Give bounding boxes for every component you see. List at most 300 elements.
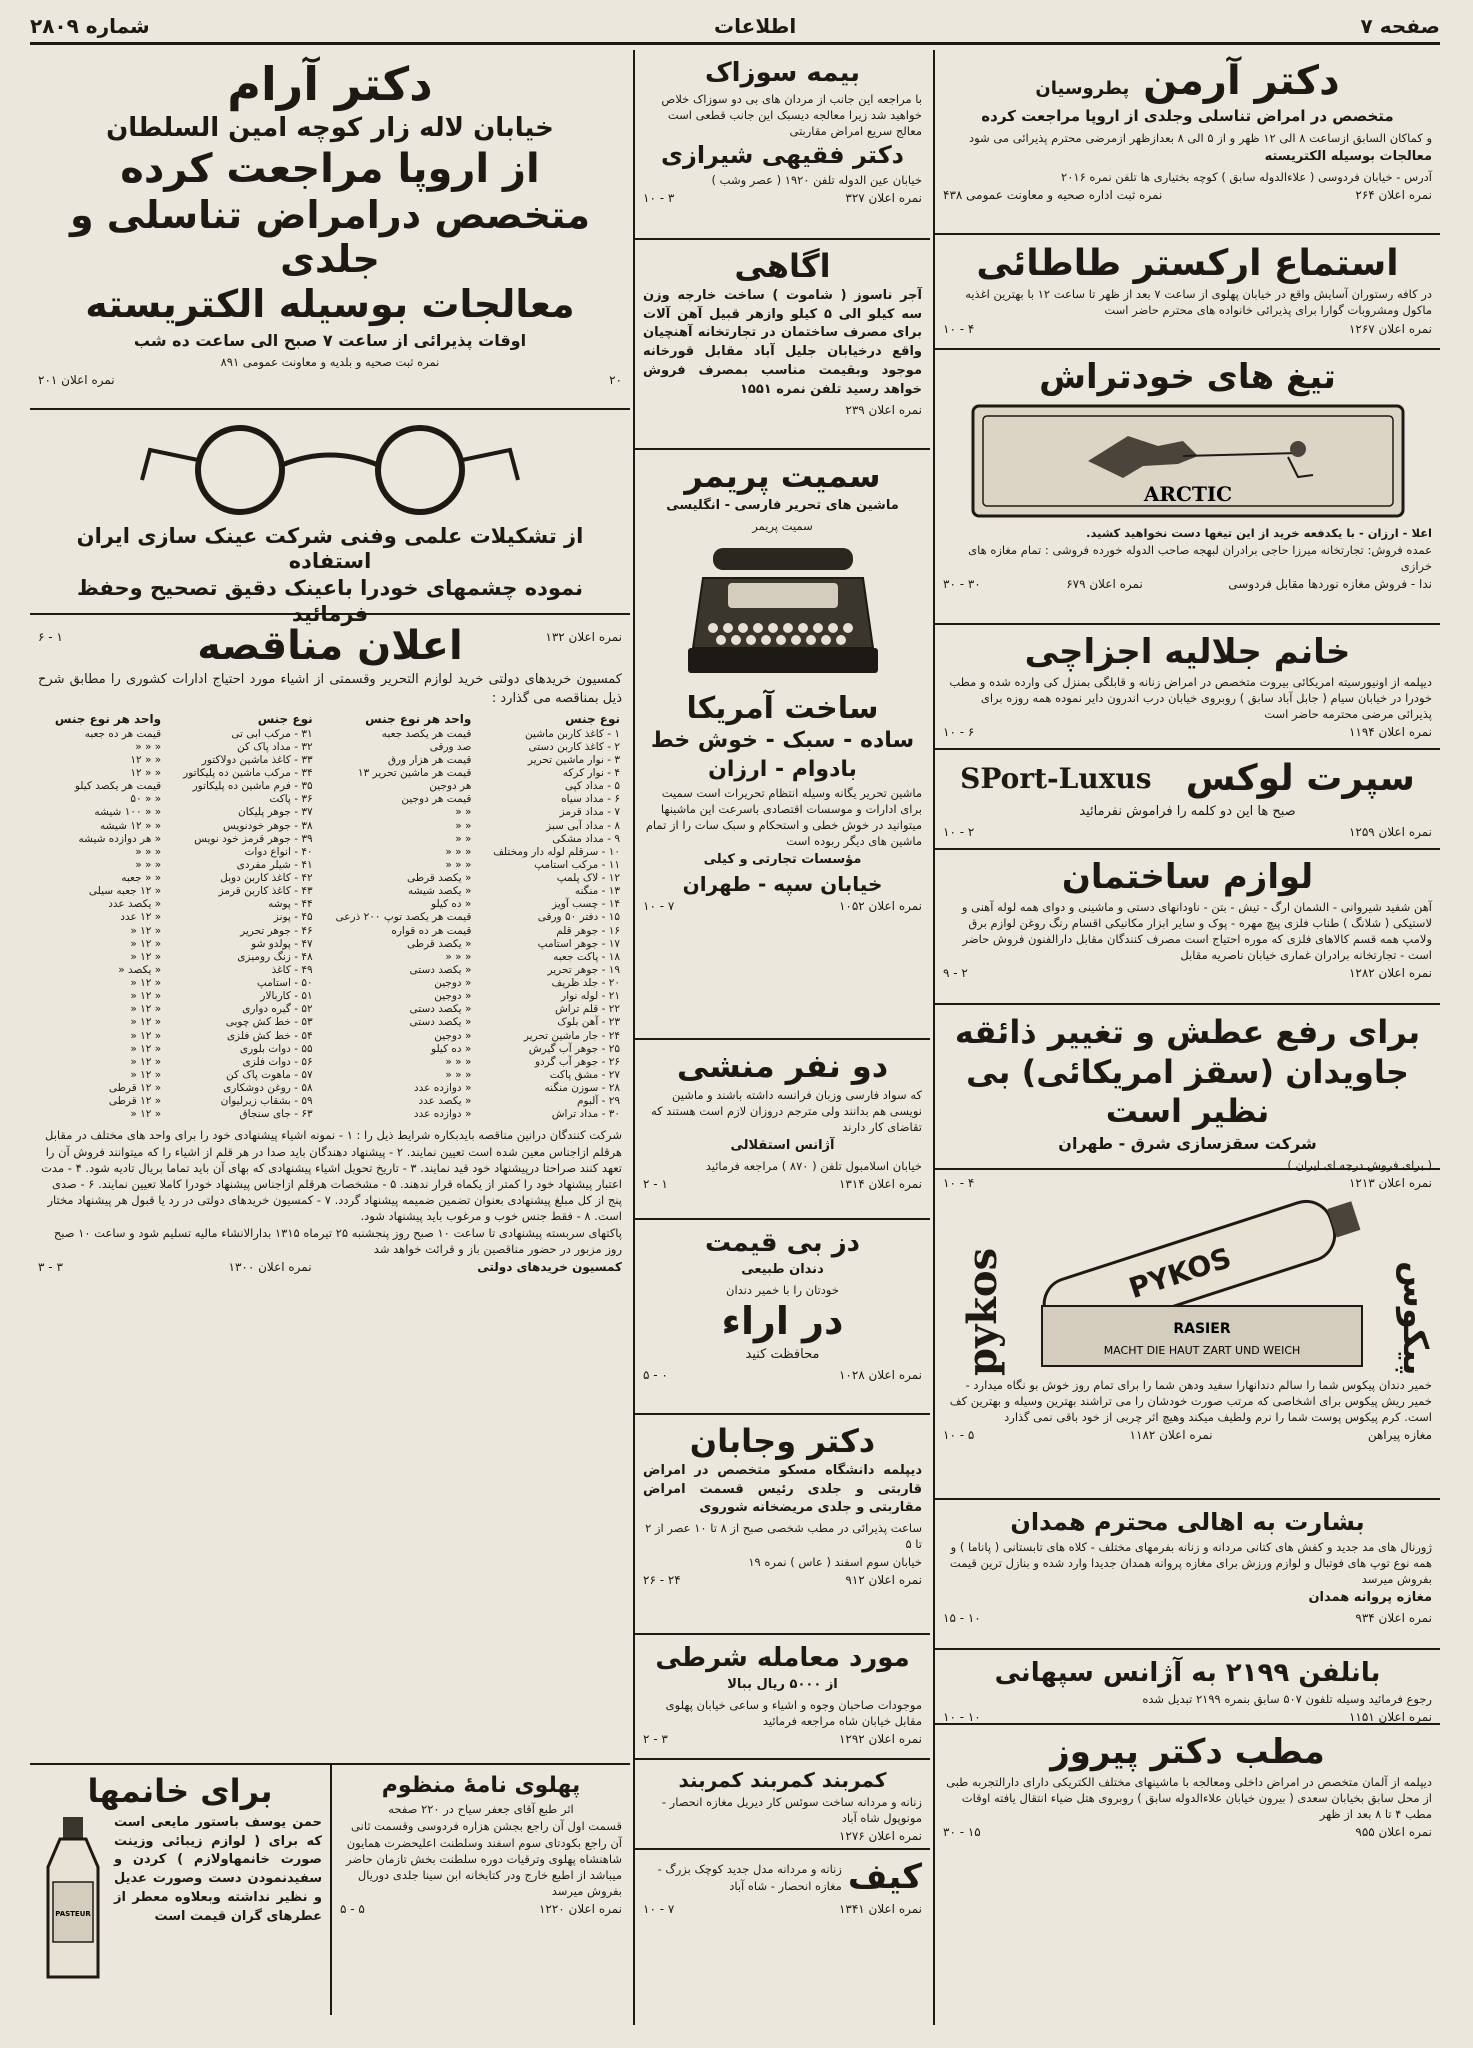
ad-slogan: ساده - سبک - خوش خط: [650, 728, 915, 754]
table-cell: ۲۲ - قلم تراش: [554, 1003, 620, 1016]
table-cell: « دوازده عدد: [413, 1108, 472, 1121]
table-cell: ۵۵ - دوات بلوری: [239, 1042, 313, 1055]
ad-serial: ۳ - ۱۰: [643, 191, 675, 206]
table-cell: ۳ - نوار ماشین تحریر: [527, 753, 620, 766]
table-row: [38, 846, 622, 859]
table-cell: « یکصد عدد: [108, 898, 162, 911]
ad-body: در کافه رستوران آسایش واقع در خیابان پهلوی از ساعت ۷ بعد از ظهر تا ساعت ۱۲ با بهترین اغذیه ماکول ومشروبات گوارا برای پذیرائی خانواده های محترم حاضر است: [965, 287, 1432, 318]
ad-title: تیغ های خودتراش: [1039, 357, 1336, 397]
eyeglasses-illustration: [140, 420, 520, 520]
ad-title: خانم جلالیه اجزاچی: [1024, 632, 1351, 672]
ad-khanum-ajazi: [935, 625, 1440, 750]
table-cell: ۱۰ - سرقلم لوله دار ومختلف: [493, 845, 620, 858]
newspaper-name: اطلاعات: [714, 14, 797, 38]
table-cell: ۲ - کاغذ کاربن دستی: [528, 740, 620, 753]
ad-number: نمره اعلان ۹۳۴: [1355, 1610, 1432, 1625]
table-cell: « « «: [445, 858, 472, 871]
table-cell: ۳۵ - فرم ماشین ده پلیکاتور: [192, 780, 313, 793]
table-cell: ۴۹ - کاغذ: [271, 963, 313, 976]
table-row: [38, 872, 622, 885]
table-cell: ۹ - مداد مشکی: [552, 832, 620, 845]
ad-line: ( برای فروش درجه ای ایران ): [1287, 1158, 1432, 1173]
table-cell: « دوجین: [434, 1029, 472, 1042]
ad-line: خیابان لاله زار کوچه امین السلطان: [106, 112, 554, 143]
ad-body: آهن شفید شیروانی - الشمان ارگ - تیش - بتن - ناودانهای دستی و ماشینی و دوای همه لوله آهنی و لاستیکی ( شلانگ ) طناب فلزی پیچ مهره - پوک و سایر ابزار مکانیکی اقسام رنگ روغن لوازم برق ولامپ همه قسم کالاهای فلزی که موره احتیاج است مصرف کنندگان مقابل دارالفنون فروش حاضر است - تجارتخانه برادران غماری خیابان ناصریه مقابل: [961, 900, 1432, 963]
ad-serial: ۲۴ - ۲۶: [643, 1572, 681, 1587]
ad-javidan-gum: [935, 1005, 1440, 1191]
table-cell: ۲۰ - جلد ظریف: [551, 977, 620, 990]
table-row: [38, 1108, 622, 1121]
table-cell: ۲۵ - جوهر آب گیرش: [528, 1042, 620, 1055]
table-cell: ۴ - نوار کرکه: [562, 767, 620, 780]
table-cell: « ۱۲ «: [130, 1108, 162, 1121]
ad-title-latin: SPort-Luxus: [960, 762, 1152, 796]
ad-number: نمره اعلان ۱۲۶۷: [1348, 321, 1432, 336]
issue-number: شماره ۲۸۰۹: [30, 14, 150, 38]
ad-serial: ۲ - ۹: [943, 966, 968, 981]
table-cell: « ۱۲ «: [130, 924, 162, 937]
table-row: [38, 1056, 622, 1069]
ad-line: و کماکان السابق ازساعت ۸ الی ۱۲ ظهر و از ۵ الی ۸ بعدازظهر ازمرضی محترم پذیرائی می شود: [968, 130, 1432, 145]
table-cell: ۳۴ - مرکب ماشین ده پلیکاتور: [183, 767, 313, 780]
ad-line: دندان طبیعی: [741, 1262, 824, 1278]
table-cell: « یکصد قرطی: [407, 937, 472, 950]
table-cell: « « «: [135, 740, 162, 753]
table-cell: قیمت هر ماشین تحریر ۱۳: [357, 767, 472, 780]
newspaper-page: [30, 50, 1440, 2025]
table-cell: « «: [455, 819, 472, 832]
ad-body: ژورنال های مد جدید و کفش های کتانی مردانه و زنانه بفرمهای مختلف - کلاه های تابستانی ( پاناما ) و همه نوع توپ های فوتبال و لوازم ورزش برای مغازه پروانه همدان جدیدا وارد شده و بنازل ترین قیمت بفروش میرسد: [949, 1539, 1432, 1586]
table-row: [38, 898, 622, 911]
table-cell: « ۱۲ «: [130, 1068, 162, 1081]
table-cell: ۲۶ - جوهر آب گردو: [534, 1055, 620, 1068]
table-row: [38, 925, 622, 938]
table-cell: ۵۷ - ماهوت پاک کن: [226, 1068, 313, 1081]
table-cell: « « جعبه: [121, 872, 162, 885]
table-cell: « « «: [445, 1055, 472, 1068]
table-row: [38, 977, 622, 990]
page-number: صفحه ۷: [1360, 14, 1440, 38]
ad-body: موجودات صاحبان وجوه و اشیاء و ساعی خیابان پهلوی مقابل خیابان شاه مراجعه فرمائید: [665, 1698, 922, 1729]
ad-serial: ۱۰ - ۱۵: [943, 1610, 981, 1625]
table-row: [38, 990, 622, 1003]
ad-title: اگاهی: [734, 247, 831, 285]
table-row: [38, 793, 622, 806]
table-cell: قیمت هر دوجین: [401, 793, 472, 806]
ad-body: دیپلمه از آلمان متخصص در امراض داخلی ومعالجه با ماشینهای مختلف الکتریکی دارای دارالتجربه طبی از محل سابق بخیابان سعدی ( بیرون خیابان علاءالدوله سابق ) روبروی هتل ضیاء انتقال یافته اوقات مطب ۴ تا ۸ بعد از ظهر: [946, 1775, 1432, 1822]
ad-serial: ۳ - ۲: [643, 1732, 668, 1747]
ad-serial: ۵ - ۱۰: [943, 1428, 975, 1443]
ad-conditional-deal: [635, 1635, 930, 1760]
table-row: [38, 1082, 622, 1095]
table-cell: ۶ - مداد سیاه: [561, 793, 620, 806]
ad-number: نمره اعلان ۱۰۲۸: [838, 1367, 922, 1382]
table-cell: « یکصد دستی: [409, 963, 472, 976]
tender-closing: پاکتهای سربسته پیشنهادی تا ساعت ۱۰ صبح روز پنجشنبه ۲۵ تیرماه ۱۳۱۵ بدارالانشاء مالیه تسلیم شود و ساعت ۱۰ صبح روز مزبور در حضور مناقصین باز و قرائت خواهد شد: [53, 1226, 622, 1257]
table-row: [38, 1030, 622, 1043]
ad-hours: اوقات پذیرائی از ساعت ۷ صبح الی ساعت ده شب: [133, 331, 527, 351]
ad-line: معالجات بوسیله الکتریسته: [1264, 148, 1432, 164]
table-cell: ۴۴ - پوشه: [268, 898, 313, 911]
table-cell: ۵۰ - استامپ: [256, 977, 313, 990]
table-cell: ۳۰ - مداد تراش: [551, 1108, 620, 1121]
ad-orchestra: [935, 235, 1440, 350]
ad-subtitle: ماشین های تحریر فارسی - انگلیسی: [666, 497, 899, 513]
table-cell: ۱۲ - لاک پلمپ: [556, 872, 620, 885]
ad-dr-aram: [30, 50, 630, 410]
table-row: [38, 964, 622, 977]
table-cell: ۵۴ - خط کش فلزی: [226, 1029, 313, 1042]
table-cell: ۴۱ - شیلر مفردی: [236, 858, 313, 871]
ad-title: دکتر آرمن: [1143, 58, 1340, 104]
table-cell: « هر دوازده شیشه: [78, 832, 162, 845]
ad-title: بشارت به اهالی محترم همدان: [1010, 1508, 1365, 1536]
tube-label: RASIER: [1173, 1321, 1231, 1337]
ad-title: سپرت لوکس: [1185, 758, 1415, 799]
ad-title: لوازم ساختمان: [1061, 857, 1314, 897]
table-cell: ۲۷ - مشق پاکت: [549, 1068, 620, 1081]
ad-title-small: پطروسیان: [1035, 78, 1130, 99]
table-cell: « « «: [445, 845, 472, 858]
ad-body: حمن یوسف باستور مایعی است که برای ( لوازم زیبائی وزینت صورت خانمهاولازم ) کردن و سفیدنمودن دست وصورت عدیل و نظیر نداشته وبعلاوه معطر از عطرهای گران قیمت است: [114, 1814, 322, 1925]
ad-number: نمره اعلان ۱۲۸۲: [1348, 966, 1432, 981]
ad-title: دو نفر منشی: [676, 1047, 889, 1085]
pykos-toothpaste-illustration: [1012, 1176, 1392, 1376]
ad-number: نمره اعلان ۱۱۵۱: [1348, 1710, 1432, 1725]
pykos-brand-fa: پیکوس: [1395, 1261, 1435, 1376]
ad-title: استماع ارکستر طاطائی: [976, 243, 1399, 284]
table-cell: ۱۳ - منگنه: [574, 885, 620, 898]
table-cell: « ۱۲ «: [130, 937, 162, 950]
table-cell: « ۱۲ قرطی: [108, 1082, 162, 1095]
ad-dr-vajaban: [635, 1415, 930, 1635]
ad-slogan: بادوام - ارزان: [708, 756, 857, 782]
ad-body: خمیر دندان پیکوس شما را سالم دندانهارا سفید ودهن شما را برای تمام روز خوش بو نگاه میدارد - خمیر ریش پیکوس برای اشخاصی که مرتب صورت خودشان را می تراشند بهترین وسیله و بهترین کف است. کرم پیکوس پوست شما را نرم ولطیف میکند وهیچ اثر چربی از خود باقی نمی گذارد: [949, 1378, 1432, 1425]
ad-line: اثر طبع آقای جعفر سیاح در ۲۲۰ صفحه: [388, 1802, 574, 1817]
table-cell: « ۱۲ «: [130, 977, 162, 990]
ad-registration: نمره ثبت اداره صحیه و معاونت عمومی ۴۳۸: [943, 187, 1163, 202]
tube-label: PYKOS: [1124, 1241, 1236, 1306]
table-cell: ۴۵ - پونز: [273, 911, 313, 924]
table-cell: ۴۷ - پولدو شو: [251, 937, 313, 950]
ad-address: خیابان عین الدوله تلفن ۱۹۲۰ ( عصر وشب ): [711, 173, 922, 188]
box-label: MACHT DIE HAUT ZART UND WEICH: [1103, 1344, 1301, 1357]
table-cell: ۴۶ - جوهر تحریر: [240, 924, 313, 937]
table-cell: ۳۹ - جوهر قرمز خود نویس: [194, 832, 313, 845]
ad-title: کیف: [847, 1857, 922, 1897]
page-header: [30, 10, 1440, 45]
table-cell: قیمت هر یکصد کیلو: [74, 780, 162, 793]
ad-title: مطب دکتر پیروز: [1050, 1732, 1325, 1772]
ad-number: نمره اعلان ۲۶۴: [1355, 187, 1432, 202]
ad-number: نمره اعلان ۱۱۹۴: [1348, 725, 1432, 740]
ad-number: نمره اعلان ۱۲۷۶: [838, 1829, 922, 1844]
ad-serial: ۳۰ - ۳۰: [943, 577, 981, 592]
table-cell: « «: [455, 832, 472, 845]
table-cell: « ۱۲ «: [130, 1029, 162, 1042]
ad-title: دکتر وجابان: [689, 1422, 876, 1460]
ad-belts: [635, 1760, 930, 1850]
ad-number: نمره اعلان ۱۱۸۲: [1129, 1428, 1213, 1443]
table-cell: « « «: [135, 845, 162, 858]
table-cell: ۱ - کاغذ کاربن ماشین: [525, 727, 620, 740]
ad-body: ماشین تحریر یگانه وسیله انتظام تحریرات است سمیت برای ادارات و موسسات اقتصادی باسرعت این ماشینها میتوانید در خوش خطی و استحکام و سبک سات را از تمام ماشین های دیگر ربوده است: [645, 786, 922, 849]
table-row: [38, 951, 622, 964]
table-cell: ۱۱ - مرکب استامپ: [534, 858, 620, 871]
table-cell: « «: [455, 806, 472, 819]
table-cell: ۱۸ - پاکت جعبه: [553, 950, 620, 963]
ad-line: از ۵۰۰۰ ریال ببالا: [727, 1677, 838, 1693]
ad-line: ندا - فروش مغازه نوردها مقابل فردوسی: [1228, 577, 1432, 592]
ad-line: نموده چشمهای خودرا باعینک دقیق تصحیح وحفظ فرمائید: [76, 576, 584, 626]
table-cell: « ۱۲ «: [130, 1003, 162, 1016]
table-cell: « « ۱۲: [130, 753, 162, 766]
ad-shop: مغازه پیراهن: [1367, 1428, 1432, 1443]
ad-title: بیمه سوزاک: [705, 58, 860, 88]
tender-signature: کمسیون خریدهای دولتی: [477, 1260, 622, 1275]
tender-conditions: شرکت کنندگان درانین مناقصه بایدبکاره شرایط ذیل را : ۱ - نمونه اشیاء پیشنهادی خود را برای واحد های مختلف در مقابل هرقلم ازاجناس معین شده است تعیین نمایند. ۲ - پیشنهاد دهندگان باید صدا در هر قلم از اشیاء را که میتوانند فروش آن را تعهد کنند صراحتا درپیشنهاد خود قید نمایند. ۳ - تاریخ تحویل اشیاء پیشنهادی که بهای آن باید تماما بریال تادیه شود. ۴ - مدت اعتبار پیشنهاد خود را کمتر از یکماه قرار ندهند. ۵ - مشخصات هرقلم ازاجناس پیشنهاد خودرا کاملا تعیین نمایند. ۶ - صدی پنج از کل مبلغ پیشنهادی بعنوان تضمین ضمیمه پیشنهاد گردد. ۷ - کمسیون خریدهای دولتی در رد یا قبول هر پیشنهاد مختار است. ۸ - فقط جنس خوب و مرغوب باید پیشنهاد شود.: [41, 1128, 622, 1223]
pykos-brand-latin: pykos: [959, 1247, 1006, 1376]
ad-line: متخصص در امراض تناسلی وجلدی از اروپا مراجعت کرده: [981, 107, 1394, 125]
table-cell: ۵۳ - خط کش چوبی: [225, 1016, 313, 1029]
table-cell: « « «: [445, 950, 472, 963]
tender-notice: [30, 615, 630, 1765]
table-cell: ۴۲ - کاغذ کاربن دوبل: [220, 872, 313, 885]
ad-line: محافظت کنید: [745, 1346, 820, 1362]
column-header: واحد هر نوع جنس: [54, 711, 162, 726]
ad-line: برای رفع عطش و تغییر ذائقه: [954, 1013, 1421, 1051]
column-right: [933, 50, 1440, 2025]
ad-address: خیابان اسلامبول تلفن ( ۸۷۰ ) مراجعه فرمائید: [705, 1158, 922, 1173]
ad-number: نمره اعلان ۱۳۰۰: [228, 1260, 312, 1275]
table-row: [38, 767, 622, 780]
table-row: [38, 885, 622, 898]
ad-number: نمره اعلان ۱۳۲: [545, 629, 622, 644]
ad-address: خیابان سوم اسفند ( عاس ) نمره ۱۹: [748, 1554, 922, 1569]
table-cell: ۲۹ - آلبوم: [577, 1095, 620, 1108]
table-cell: « « ۵۰: [130, 793, 162, 806]
column-middle: [633, 50, 930, 2025]
table-cell: « یکصد دستی: [409, 1016, 472, 1029]
ad-line: اعلا - ارزان - با یکدفعه خرید از این تیغها دست نخواهید کشید.: [1086, 526, 1432, 541]
ad-hours: ساعت پذیرائی در مطب شخصی صبح از ۸ تا ۱۰ عصر از ۲ تا ۵: [645, 1521, 922, 1552]
table-row: [38, 728, 622, 741]
ad-doctor: دکتر فقیهی شیرازی: [661, 141, 904, 170]
ad-number: نمره اعلان ۱۲۵۹: [1348, 825, 1432, 840]
table-cell: ۳۷ - جوهر پلیکان: [238, 806, 313, 819]
tender-header-row: [38, 711, 622, 728]
ad-pahlavi-nameh: [330, 1765, 630, 2015]
ad-serial: ۱۰ - ۱۰: [943, 1710, 981, 1725]
column-left: [30, 50, 630, 2025]
ad-bags: [635, 1850, 930, 1940]
ad-line: خودتان را با خمیر دندان: [726, 1283, 839, 1298]
table-cell: ۴۸ - زنگ رومیزی: [237, 950, 313, 963]
bottle-illustration: [38, 1812, 108, 1982]
ad-title: پهلوی نامهٔ منظوم: [381, 1773, 581, 1798]
ad-serial: ۶ - ۱۰: [943, 725, 975, 740]
ad-body: زنانه و مردانه ساخت سوئس کار دیریل مغازه انحصار - مونوپول شاه آباد: [661, 1795, 922, 1826]
table-cell: « « «: [135, 858, 162, 871]
ad-dr-pirouz: [935, 1725, 1440, 1850]
ad-hamadan: [935, 1500, 1440, 1650]
ad-line: از اروپا مراجعت کرده: [120, 146, 540, 193]
table-cell: « ۱۲ «: [130, 1016, 162, 1029]
column-header: نوع جنس: [565, 711, 620, 726]
table-row: [38, 1016, 622, 1029]
ad-pykos: [935, 1170, 1440, 1500]
table-row: [38, 1003, 622, 1016]
table-cell: « یکصد «: [118, 963, 162, 976]
ad-address: خیابان سپه - طهران: [682, 872, 883, 897]
ad-title: دکتر آرام: [227, 57, 433, 111]
table-cell: ۴۳ - کاغذ کاربن قرمز: [218, 885, 313, 898]
table-cell: ۱۷ - جوهر استامپ: [537, 937, 620, 950]
ad-serial: ۱ - ۶: [38, 629, 63, 644]
ad-number: نمره اعلان ۶۷۹: [1066, 577, 1143, 592]
ad-serial: ۲ - ۱۰: [943, 825, 975, 840]
table-cell: « دوجین: [434, 977, 472, 990]
table-cell: « دوازده عدد: [413, 1082, 472, 1095]
table-cell: قیمت هر ده جعبه: [84, 727, 162, 740]
table-cell: هر دوجین: [429, 780, 472, 793]
ad-eyeglasses: [30, 410, 630, 644]
table-cell: ۳۲ - مداد پاک کن: [236, 740, 313, 753]
ad-line: متخصص درامراض تناسلی و جلدی: [69, 193, 591, 281]
table-cell: « ده کیلو: [431, 898, 472, 911]
tender-table: [38, 711, 622, 1122]
table-cell: ۵ - مداد کپی: [564, 780, 620, 793]
table-cell: ۳۳ - کاغذ ماشین دولاکتور: [201, 753, 313, 766]
table-row: [38, 820, 622, 833]
table-cell: ۵۹ - بشقاب زیرلیوان: [220, 1095, 313, 1108]
ad-number: نمره اعلان ۳۲۷: [845, 191, 922, 206]
tender-intro: کمسیون خریدهای دولتی خرید لوازم التحریر وقسمتی از اشیاء مورد احتیاج ادارات کشوری را مطابق شرح ذیل بمناقصه می گذارد :: [38, 672, 622, 706]
ad-razor-blades: [935, 350, 1440, 625]
table-row: [38, 1069, 622, 1082]
ad-body: آجر ناسوز ( شاموت ) ساخت خارجه وزن سه کیلو الی ۵ کیلو وازهر قبیل آهن آلات برای مصرف ساختمان در تجارتخانه آهنچیان واقع درخیابان جلیل آباد مقابل قورخانه موجود وبقیمت مناسب بمصرف فروش خواهد رسید تلفن نمره ۱۵۵۱: [643, 287, 923, 398]
ad-serial: ۲۰: [609, 373, 622, 388]
table-cell: صد ورقی: [429, 740, 472, 753]
table-cell: « « ۱۰۰ شیشه: [94, 806, 162, 819]
ad-address: آدرس - خیابان فردوسی ( علاءالدوله سابق ) کوچه بختیاری ها تلفن نمره ۲۰۱۶: [1061, 169, 1432, 184]
ad-serial: ۱۵ - ۳۰: [943, 1825, 981, 1840]
column-header: واحد هر نوع جنس: [365, 711, 472, 726]
ad-number: نمره اعلان ۱۲۱۳: [1348, 1176, 1432, 1191]
table-cell: ۱۴ - چسب آویز: [552, 898, 620, 911]
table-row: [38, 806, 622, 819]
bottle-label: PASTEUR: [55, 1909, 91, 1918]
ad-registration: نمره ثبت صحیه و بلدیه و معاونت عمومی ۸۹۱: [220, 355, 440, 370]
blade-brand: ARCTIC: [1143, 482, 1232, 507]
ad-for-ladies: [30, 1765, 330, 2015]
table-cell: « یکصد دستی: [409, 1003, 472, 1016]
table-cell: « یکصد قرطی: [407, 872, 472, 885]
table-cell: « یکصد شیشه: [407, 885, 472, 898]
ad-dr-armen: [935, 50, 1440, 235]
table-cell: ۲۳ - آهن بلوک: [557, 1016, 620, 1029]
table-cell: ۱۵ - دفتر ۵۰ ورقی: [537, 911, 620, 924]
table-row: [38, 911, 622, 924]
table-cell: « یکصد عدد: [418, 1095, 472, 1108]
typewriter-illustration: [683, 538, 883, 688]
ad-line: از تشکیلات علمی وفنی شرکت عینک سازی ایران استفاده: [76, 524, 584, 574]
ad-number: نمره اعلان ۱۳۴۱: [838, 1902, 922, 1917]
table-row: [38, 833, 622, 846]
table-cell: ۵۶ - دوات فلزی: [242, 1055, 313, 1068]
ad-line: عمده فروش: تجارتخانه میرزا حاجی برادران لبهجه صاحب الدوله خورده فروشی : تمام مغازه های خرازی: [968, 543, 1432, 574]
ad-serial: ۰ - ۵: [643, 1367, 668, 1382]
table-cell: « « ۱۲ شیشه: [100, 819, 162, 832]
table-cell: قیمت هر ده قواره: [391, 924, 472, 937]
table-cell: « ۱۲ قرطی: [108, 1095, 162, 1108]
ad-number: نمره اعلان ۲۰۱: [38, 373, 115, 388]
table-row: [38, 780, 622, 793]
table-row: [38, 741, 622, 754]
razor-blade-illustration: [968, 401, 1408, 521]
ad-line: معالجات بوسیله الکتریسته: [85, 282, 575, 327]
ad-number: نمره اعلان ۹۵۵: [1355, 1825, 1432, 1840]
table-row: [38, 1043, 622, 1056]
ad-title: دز بی قیمت: [704, 1228, 861, 1258]
table-cell: ۱۹ - جوهر تحریر: [547, 963, 620, 976]
table-cell: « ۱۲ «: [130, 950, 162, 963]
ad-serial: ۴ - ۱۰: [943, 321, 975, 336]
ad-number: نمره اعلان ۹۱۲: [845, 1572, 922, 1587]
ad-brand: در اراء: [721, 1299, 844, 1344]
table-cell: « ده کیلو: [431, 1042, 472, 1055]
ad-title: برای خانمها: [87, 1772, 273, 1810]
table-cell: « ۱۲ «: [130, 990, 162, 1003]
table-cell: ۱۶ - جوهر قلم: [556, 924, 620, 937]
ad-number: نمره اعلان ۱۲۹۲: [838, 1732, 922, 1747]
table-cell: ۵۲ - گیره دواری: [242, 1003, 313, 1016]
ad-serial: ۴ - ۱۰: [943, 1176, 975, 1191]
ad-line: شرکت سقزسازی شرق - طهران: [1058, 1134, 1317, 1154]
tender-title: اعلان مناقصه: [197, 623, 463, 669]
ad-insurance: [635, 50, 930, 240]
table-cell: « ۱۲ عدد: [120, 911, 162, 924]
ad-serial: ۷ - ۱۰: [643, 1902, 675, 1917]
ad-body: قسمت اول آن راجع بجشن هزاره فردوسی وقسمت ثانی آن راجع بکودتای سوم اسفند وسلطنت اعلیحضرت همایون شاهنشاه پهلوی وترقیات دوره سلطنت بخش تازمان حاضر میباشد از اطبع خارج ودر کتابخانه ابن سینا جلدی دوریال بفروش میرسد: [346, 1819, 622, 1898]
ad-serial: ۵ - ۵: [340, 1901, 365, 1916]
table-cell: ۴۰ - انواع دوات: [244, 845, 313, 858]
ad-title: کمربند کمربند کمربند: [678, 1768, 887, 1792]
ad-line: صبح ها این دو کلمه را فراموش نفرمائید: [1079, 804, 1296, 820]
table-row: [38, 938, 622, 951]
ad-made-in: ساخت آمریکا: [686, 690, 879, 726]
tender-table-body: [38, 728, 622, 1122]
ad-body: دیپلمه دانشگاه مسکو متخصص در امراض قاربتی و جلدی رئیس قسمت امراض مقاربتی و جلدی مریضخانه شوروی: [643, 1462, 922, 1516]
ad-number: نمره اعلان ۱۰۵۲: [838, 899, 922, 914]
ad-serial: ۱ - ۲: [643, 1177, 668, 1192]
ad-number: نمره اعلان ۲۳۹: [845, 402, 922, 417]
table-cell: « « «: [445, 1068, 472, 1081]
table-cell: « « ۱۲: [130, 767, 162, 780]
ad-line: رجوع فرمائید وسیله تلفون ۵۰۷ سابق بنمره ۲۱۹۹ تبدیل شده: [1142, 1692, 1432, 1707]
ad-shop: مغازه پروانه همدان: [1308, 1590, 1432, 1606]
ad-body: زنانه و مردانه مدل جدید کوچک بزرگ - مغازه انحصار - شاه آباد: [657, 1862, 842, 1893]
table-cell: « دوجین: [434, 990, 472, 1003]
ad-serial: ۷ - ۱۰: [643, 899, 675, 914]
table-cell: ۲۱ - لوله نوار: [561, 990, 620, 1003]
table-cell: ۵۱ - کاربالار: [260, 990, 313, 1003]
ad-serial: ۳ - ۳: [38, 1260, 63, 1275]
ad-building-supplies: [935, 850, 1440, 1005]
ad-body: که سواد فارسی وزبان فرانسه داشته باشند و ماشین نویسی هم بدانند ولی مترجم دروزان لازم است هستند که تقاضای کار دارند: [650, 1087, 922, 1134]
ad-sport-luxus: [935, 750, 1440, 850]
table-cell: ۷ - مداد قرمز: [559, 806, 620, 819]
